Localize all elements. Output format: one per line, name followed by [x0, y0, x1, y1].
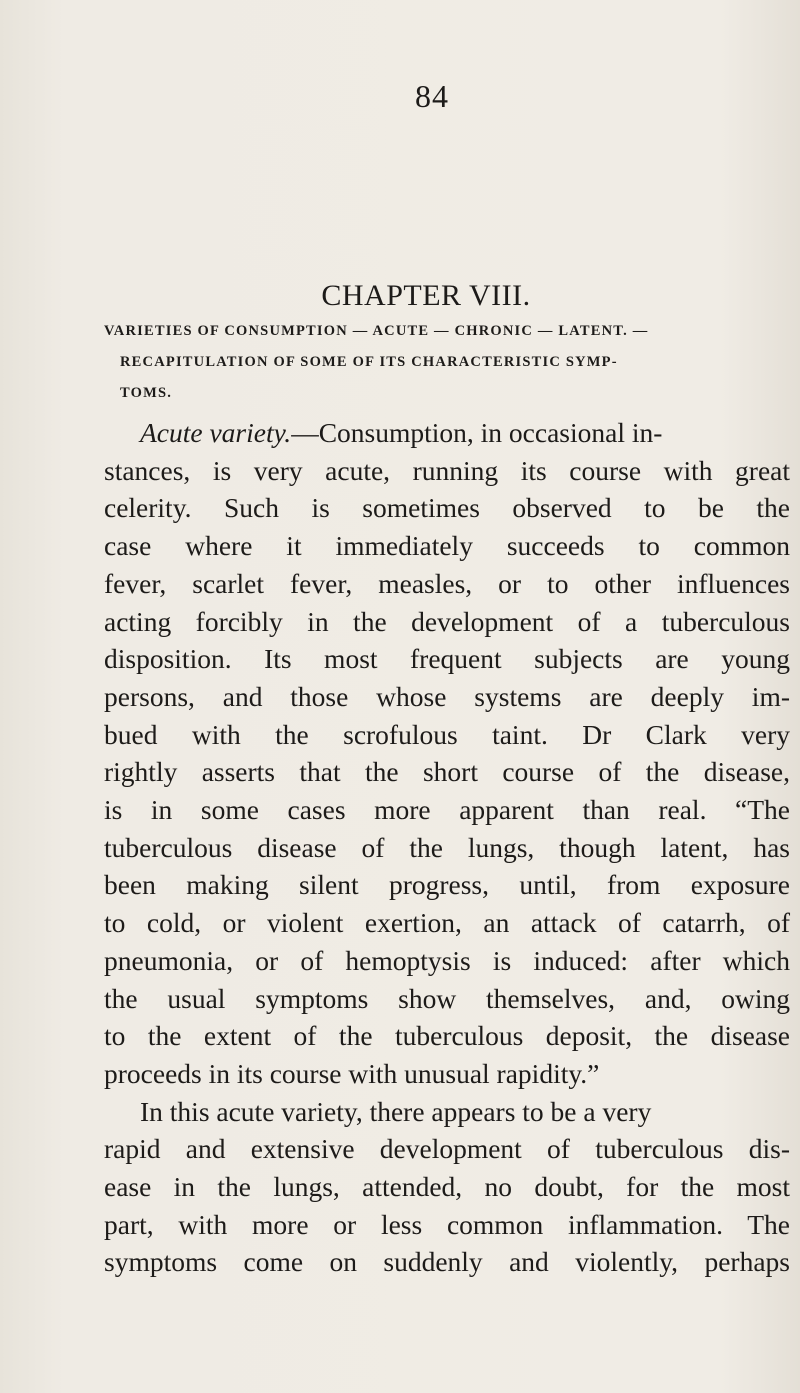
text-line: disposition. Its most frequent subjects are young: [104, 643, 790, 675]
text-line: case where it immediately succeeds to common: [104, 530, 790, 562]
text-line: In this acute variety, there appears to be a very: [140, 1095, 652, 1127]
text-line: rapid and extensive development of tuberculous dis-: [104, 1133, 790, 1165]
text-line: bued with the scrofulous taint. Dr Clark very: [104, 718, 790, 750]
summary-line: RECAPITULATION OF SOME OF ITS CHARACTERISTIC SYMP-: [120, 354, 618, 370]
section-lead-in: Acute variety.: [140, 417, 292, 448]
text-line: persons, and those whose systems are deeply im-: [104, 680, 790, 712]
text-line: part, with more or less common inflammation. The: [104, 1208, 790, 1240]
chapter-summary: [104, 316, 786, 409]
text-line: ease in the lungs, attended, no doubt, for the most: [104, 1171, 790, 1203]
text-line-remainder: —Consumption, in occasional in-: [291, 417, 663, 448]
text-line: to cold, or violent exertion, an attack of catarrh, of: [104, 907, 790, 939]
chapter-title: CHAPTER VIII.: [321, 279, 531, 312]
text-line: stances, is very acute, running its course with great: [104, 454, 790, 486]
text-line: to the extent of the tuberculous deposit, the disease: [104, 1020, 790, 1052]
text-line: rightly asserts that the short course of the disease,: [104, 756, 790, 788]
text-line: fever, scarlet fever, measles, or to other influences: [104, 567, 790, 599]
text-line: celerity. Such is sometimes observed to be the: [104, 492, 790, 524]
text-line: is in some cases more apparent than real. “The: [104, 794, 790, 826]
summary-line: TOMS.: [120, 385, 173, 401]
body-text: [104, 414, 790, 1281]
summary-line: VARIETIES OF CONSUMPTION — ACUTE — CHRONIC — LATENT. —: [104, 323, 649, 339]
page-number: 84: [415, 78, 449, 114]
text-line: tuberculous disease of the lungs, though latent, has: [104, 831, 790, 863]
text-line: the usual symptoms show themselves, and, owing: [104, 982, 790, 1014]
text-line: proceeds in its course with unusual rapidity.”: [104, 1057, 600, 1089]
text-line: been making silent progress, until, from exposure: [104, 869, 790, 901]
text-line: [104, 414, 790, 452]
text-line: symptoms come on suddenly and violently, perhaps: [104, 1246, 790, 1278]
text-line: pneumonia, or of hemoptysis is induced: after which: [104, 944, 790, 976]
text-line: acting forcibly in the development of a tuberculous: [104, 605, 790, 637]
